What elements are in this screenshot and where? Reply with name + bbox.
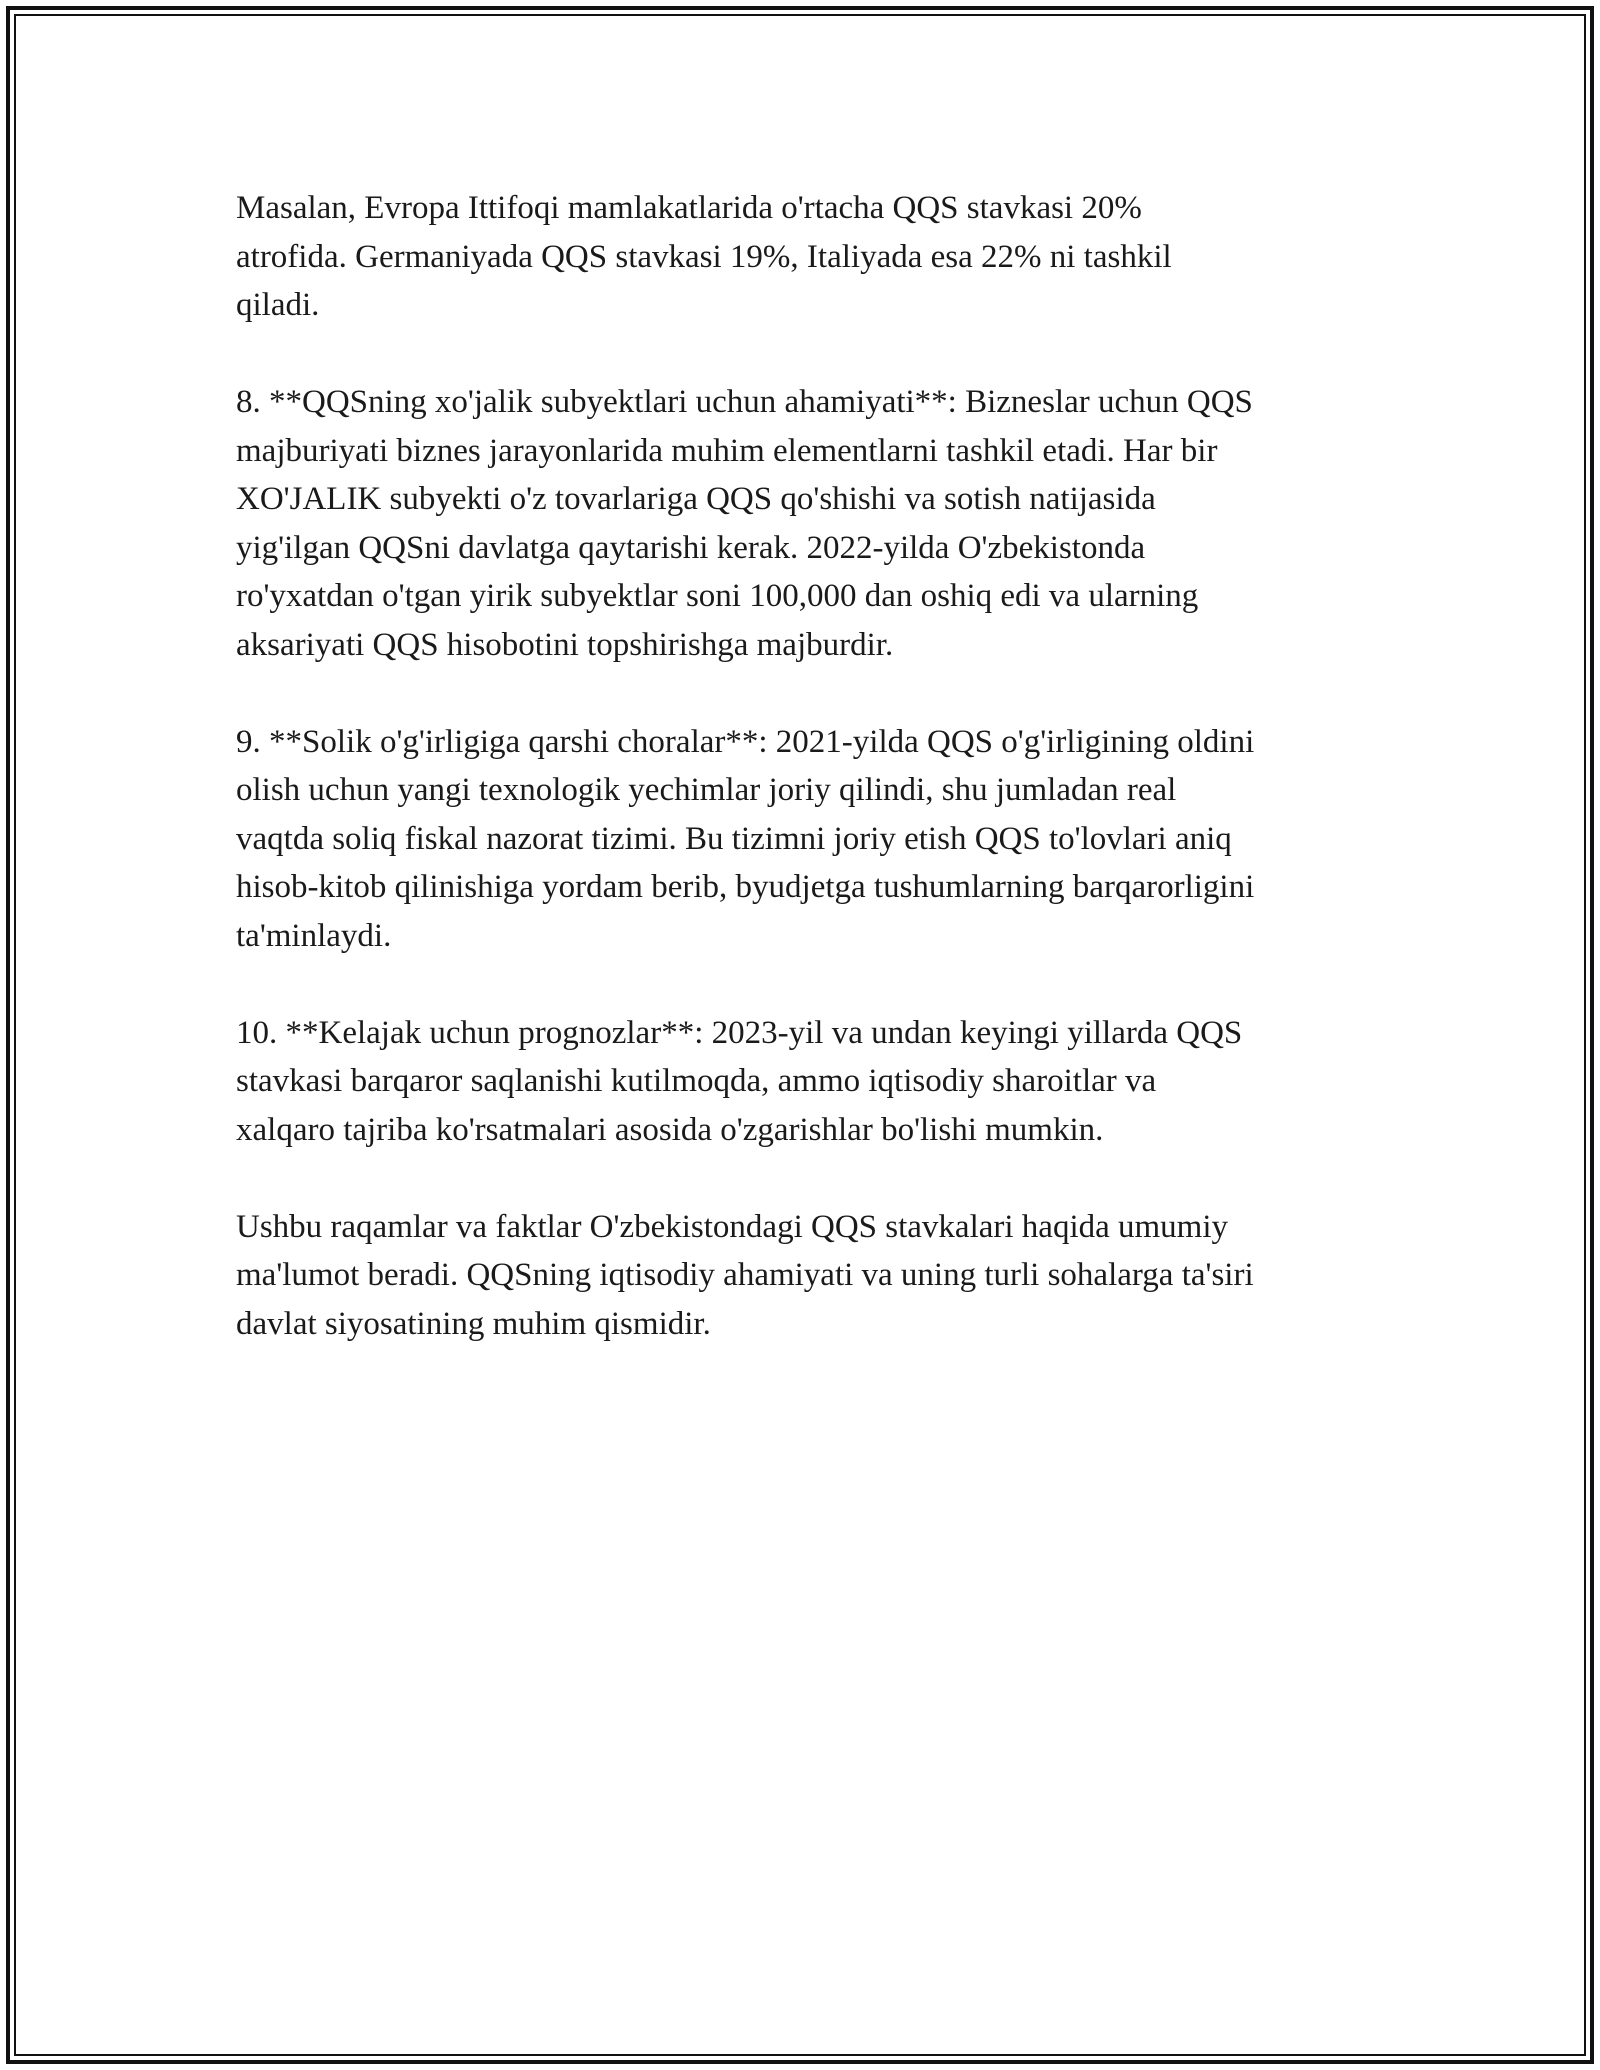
paragraph-item-8: 8. **QQSning xo'jalik subyektlari uchun ahamiyati**: Bizneslar uchun QQS majburiyati biznes jarayonlarida muhim elementlarni tashkil etadi. Har bir XO'JALIK subyekti o'z tovarlariga QQS qo'shishi va sotish natijasida yig'ilgan QQSni davlatga qaytarishi kerak. 2022-yilda O'zbekistonda ro'yxatdan o'tgan yirik subyektlar soni 100,000 dan oshiq edi va ularning aksariyati QQS hisobotini topshirishga majburdir.: [236, 384, 1253, 663]
paragraph-eu-vat-rates: Masalan, Evropa Ittifoqi mamlakatlarida o'rtacha QQS stavkasi 20% atrofida. Germaniyada QQS stavkasi 19%, Italiyada esa 22% ni tashkil qiladi.: [236, 190, 1172, 323]
paragraph-item-9: 9. **Solik o'g'irligiga qarshi choralar**: 2021-yilda QQS o'g'irligining oldini olish uchun yangi texnologik yechimlar joriy qilindi, shu jumladan real vaqtda soliq fiskal nazorat tizimi. Bu tizimni joriy etish QQS to'lovlari aniq hisob-kitob qilinishiga yordam berib, byudjetga tushumlarning barqarorligini ta'minlaydi.: [236, 723, 1255, 954]
document-body: [236, 184, 1376, 1397]
paragraph-item-10: 10. **Kelajak uchun prognozlar**: 2023-yil va undan keyingi yillarda QQS stavkasi barqaror saqlanishi kutilmoqda, ammo iqtisodiy sharoitlar va xalqaro tajriba ko'rsatmalari asosida o'zgarishlar bo'lishi mumkin.: [236, 1014, 1243, 1148]
paragraph-conclusion: Ushbu raqamlar va faktlar O'zbekistondagi QQS stavkalari haqida umumiy ma'lumot beradi. QQSning iqtisodiy ahamiyati va uning turli sohalarga ta'siri davlat siyosatining muhim qismidir.: [236, 1208, 1254, 1342]
